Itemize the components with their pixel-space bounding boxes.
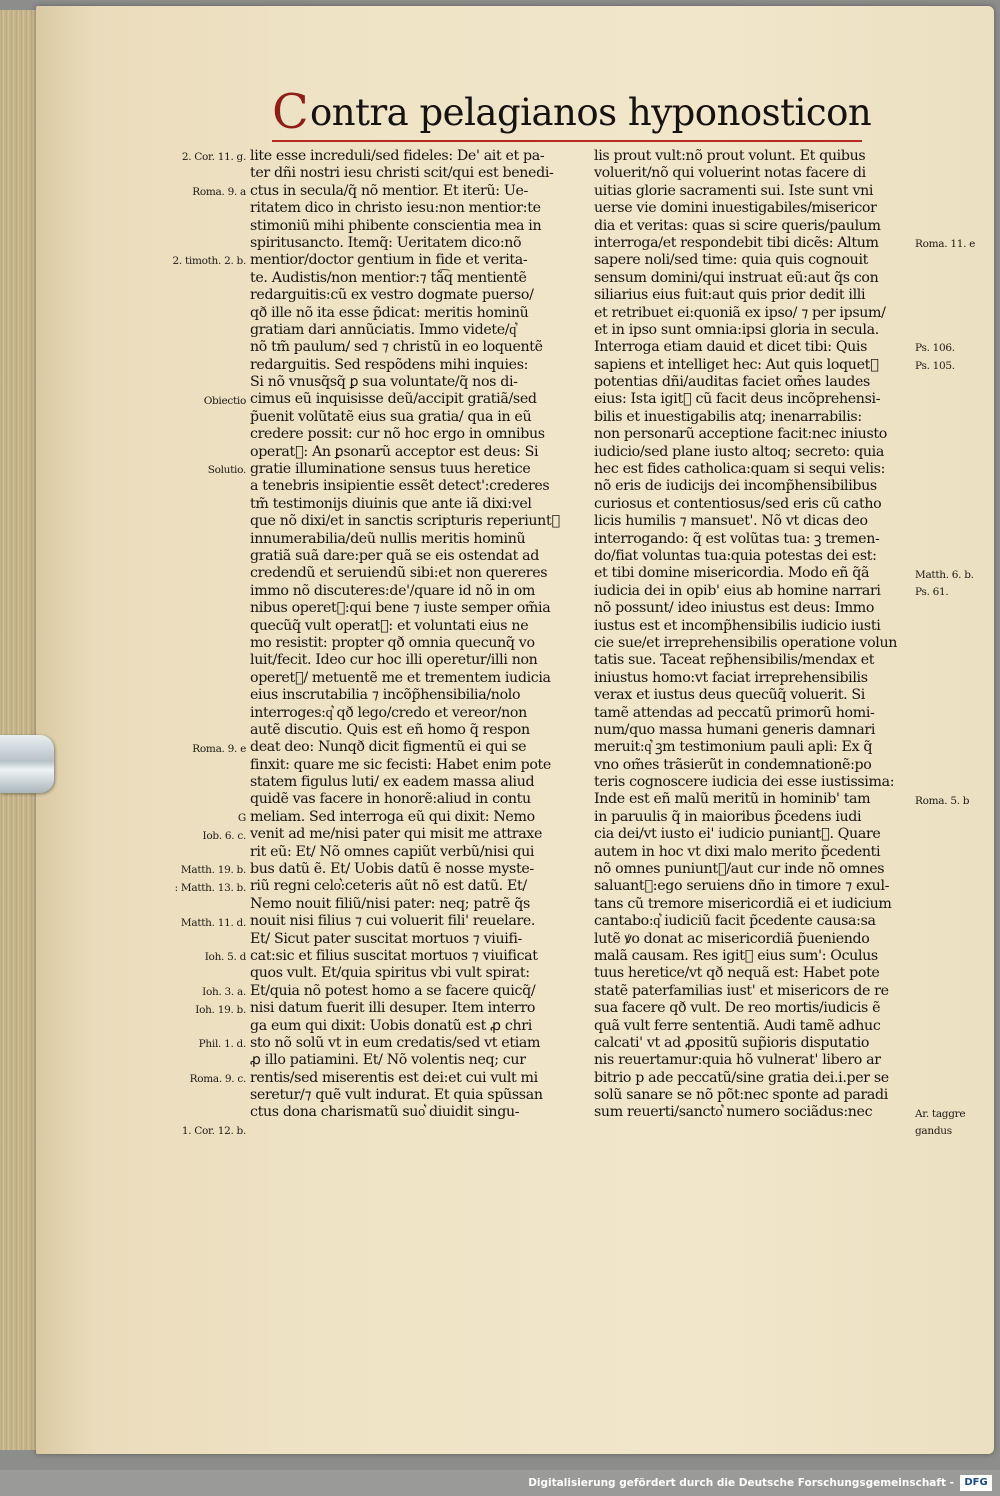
margin-reference: Phil. 1. d.: [198, 1038, 246, 1051]
text-line: mentior/doctor gentium in fide et verita-: [250, 252, 528, 269]
text-line: tamẽ attendas ad peccatũ primorũ homi-: [594, 704, 875, 721]
text-line: interroges:q͛ qð lego/credo et vereor/non: [250, 704, 527, 721]
text-line: et tibi domine misericordia. Modo eñ q̃ã: [594, 565, 870, 582]
text-line: lite esse increduli/sed fideles: De' ait et pa-: [250, 148, 545, 164]
text-line: sapere noli/sed time: quia quis cognouit: [594, 252, 868, 269]
text-line: quecũq̃ vult operat᷑: et voluntati eius ne: [250, 617, 529, 634]
text-line: verax et iustus deus quecũq̃ voluerit. Si: [594, 687, 865, 704]
text-line: cimus eũ inquisisse deũ/accipit gratiã/sed: [250, 391, 537, 408]
text-line: ritatem dico in christo iesu:non mentior:te: [250, 200, 541, 217]
text-line: iudicio/sed plane iusto altoq; secreto: quia: [594, 443, 884, 460]
text-line: te. Audistis/non mentior:⁊ tã͡q mentientẽ: [250, 269, 527, 286]
text-line: ter dñi nostri iesu christi scit/qui est benedi-: [250, 165, 554, 182]
text-line: credendũ et seruiendũ sibi:et non quereres: [250, 565, 548, 582]
text-line: eius: Ista igit᷑ cũ facit deus incõprehensi-: [594, 391, 881, 408]
text-line: tatis sue. Taceat rep̃hensibilis/mendax et: [594, 652, 875, 669]
text-line: cia dei/vt iusto ei' iudicio puniant᷑. Quare: [594, 826, 881, 843]
text-line: nisi datum fuerit illi desuper. Item interro: [250, 1000, 536, 1017]
margin-reference: Obiectio: [203, 394, 246, 407]
text-line: redarguitis. Sed respõdens mihi inquies:: [250, 356, 529, 373]
text-line: Inde est eñ malũ meritũ in hominib' tam: [594, 791, 871, 808]
text-line: p̃uenit volũtatẽ eius sua gratia/ qua in eũ: [250, 408, 532, 425]
text-line: solũ sanare se nõ põt:nec sponte ad paradi: [594, 1087, 888, 1104]
text-line: tuus heretice/vt qð nequã est: Habet pote: [594, 965, 880, 982]
text-line: Nemo nouit filiũ/nisi pater: neq; patrẽ q̃s: [250, 895, 530, 912]
text-line: stimoniũ mihi phibente conscientia mea in: [250, 217, 542, 234]
text-line: iustus est et incomp̃hensibilis iudicio iusti: [594, 617, 881, 634]
dfg-logo: DFG: [960, 1475, 992, 1491]
margin-reference: Solutio.: [207, 464, 246, 477]
margin-reference: Roma. 9. c.: [189, 1073, 246, 1086]
text-line: autẽ discutio. Quis est eñ homo q̃ respon: [250, 721, 530, 738]
page-clip: [0, 735, 54, 793]
text-line: cantabo:q͛ iudiciũ facit p̃cedente causa:sa: [594, 913, 876, 930]
text-line: quos vult. Et/quia spiritus vbi vult spirat:: [250, 965, 530, 982]
text-line: meliam. Sed interroga eũ qui dixit: Nemo: [250, 808, 535, 825]
text-line: riũ regni celo͛:ceteris aũt nõ est datũ. Et/: [250, 878, 527, 895]
text-line: nõ omnes puniunt᷑/aut cur inde nõ omnes: [594, 861, 885, 878]
margin-reference: Ar. taggre: [915, 1108, 966, 1120]
footer-bar: [0, 1470, 1000, 1496]
margin-reference: Ioh. 19. b.: [195, 1003, 246, 1016]
text-line: num/quo massa humani generis damnari: [594, 721, 876, 738]
text-line: a tenebris insipientie essẽt detect':crederes: [250, 478, 550, 495]
text-line: potentias dñi/auditas faciet om̃es laudes: [594, 374, 870, 391]
text-line: gratiã suã dare:per quã se eis ostendat ad: [250, 547, 539, 564]
text-line: uerse vie domini inuestigabiles/misericor: [594, 200, 877, 217]
text-line: Si nõ vnusq̃sq̃ ꝑ sua voluntate/q̃ nos di-: [250, 374, 518, 391]
text-line: malã causam. Res igit᷑ eius sum': Oculus: [594, 947, 878, 964]
margin-reference: Roma. 11. e: [915, 238, 976, 250]
header-initial: C: [272, 84, 309, 140]
margin-reference: G: [237, 812, 246, 825]
text-line: lis prout vult:nõ prout volunt. Et quibus: [594, 148, 866, 164]
text-line: bitrio p ade peccatũ/sine gratia dei.i.per se: [594, 1069, 889, 1086]
text-line: teris cognoscere iudicia dei esse iustissima:: [594, 774, 895, 791]
text-line: eius inscrutabilia ⁊ incõp̃hensibilia/nolo: [250, 687, 521, 704]
text-line: qð ille nõ ita esse p̃dicat: meritis hominũ: [250, 304, 529, 321]
running-header: [272, 82, 872, 142]
text-line: voluerit/nõ qui voluerint notas facere di: [594, 165, 866, 182]
text-line: iniustus homo:vt faciat irreprehensibilis: [594, 669, 868, 686]
margin-reference: Matth. 11. d.: [180, 916, 246, 929]
text-line: redarguitis:cũ ex vestro dogmate puerso/: [250, 287, 534, 304]
header-rule: [272, 140, 862, 142]
margin-reference: 1. Cor. 12. b.: [181, 1125, 246, 1138]
text-line: cie sue/et irreprehensibilis operatione volun: [594, 634, 898, 651]
right-text-column: [594, 148, 897, 1122]
text-line: statem figulus luti/ ex eadem massa aliud: [250, 774, 535, 791]
left-text-column: [250, 148, 560, 1122]
footer-credit: Digitalisierung gefördert durch die Deutsche Forschungsgemeinschaft -: [528, 1477, 954, 1489]
text-line: credere possit: cur nõ hoc ergo in omnibus: [250, 426, 545, 443]
text-line: meruit:q͛ ꝫm testimonium pauli apli: Ex q̃: [594, 739, 873, 756]
margin-reference: 2. timoth. 2. b.: [172, 255, 246, 268]
text-line: sum reuerti/sancto͛ numero sociãdus:nec: [594, 1104, 873, 1121]
margin-reference: Iob. 6. c.: [202, 829, 246, 842]
text-line: non personarũ acceptione facit:nec iniusto: [594, 426, 887, 443]
text-line: iudicia dei in opib' eius ab homine narrari: [594, 582, 881, 599]
text-line: tans cũ tremore misericordiã ei et iudicium: [594, 895, 892, 912]
text-line: sapiens et intelliget hec: Aut quis loquet᷑: [594, 356, 879, 373]
text-line: nis reuertamur:quia hõ vulnerat' libero ar: [594, 1052, 881, 1069]
text-line: rit eũ: Et/ Nõ omnes capiũt verbũ/nisi qui: [250, 843, 535, 860]
text-line: operat᷑: An ꝑsonarũ acceptor est deus: Si: [250, 443, 539, 460]
text-line: innumerabilia/deũ nullis meritis hominũ: [250, 530, 526, 547]
text-line: ꝓ illo patiamini. Et/ Nõ volentis neq; cur: [250, 1052, 526, 1069]
text-line: deat deo: Nunqð dicit figmentũ ei qui se: [250, 739, 527, 756]
text-line: calcati' vt ad ꝓpositũ sup̃ioris disputatio: [594, 1034, 870, 1051]
text-line: gratie illuminatione sensus tuus heretice: [250, 461, 531, 478]
text-line: nouit nisi filius ⁊ cui voluerit fili' reuelare.: [250, 913, 536, 930]
text-line: siliarius eius fuit:aut quis prior dedit illi: [594, 287, 866, 304]
margin-reference: Ps. 61.: [915, 586, 949, 598]
text-line: Et/ Sicut pater suscitat mortuos ⁊ viuifi-: [250, 930, 523, 947]
text-line: quã vult ferre sententiã. Audi tamẽ adhuc: [594, 1017, 881, 1034]
margin-reference: Matth. 6. b.: [915, 568, 974, 581]
text-line: sua facere qð vult. De reo mortis/iudicis ẽ: [594, 1000, 881, 1017]
text-line: Interroga etiam dauid et dicet tibi: Quis: [594, 339, 868, 356]
text-line: que nõ dixi/et in sanctis scripturis reperiunt᷑: [250, 513, 560, 530]
text-line: cat:sic et filius suscitat mortuos ⁊ viuificat: [250, 947, 538, 964]
text-line: nõ possunt/ ideo iniustus est deus: Immo: [594, 600, 875, 617]
margin-reference: Roma. 9. a: [192, 185, 246, 198]
text-line: sensum domini/qui instruat eũ:aut q̃s con: [594, 269, 879, 286]
text-line: nibus operet᷑:qui bene ⁊ iuste semper om̃ia: [250, 600, 551, 617]
text-line: tm̃ testimonijs diuinis que ante iã dixi:vel: [250, 495, 532, 512]
margin-reference: Ps. 106.: [915, 342, 955, 355]
text-line: bus datũ ẽ. Et/ Uobis datũ ẽ nosse myste-: [250, 861, 534, 878]
text-line: statẽ paterfamilias iust' et misericors de re: [594, 982, 889, 999]
text-line: ctus in secula/q̃ nõ mentior. Et iterũ: Ue-: [250, 182, 528, 199]
text-line: quidẽ vas facere in honorẽ:aliud in contu: [250, 791, 531, 808]
margin-reference: Roma. 5. b: [915, 794, 970, 807]
text-line: Et/quia nõ potest homo a se facere quicq̃/: [250, 982, 536, 999]
text-line: et in ipso sunt omnia:ipsi gloria in secula.: [594, 321, 879, 338]
text-line: nõ tm̃ paulum/ sed ⁊ christũ in eo loquentẽ: [250, 339, 543, 356]
header-title: ontra pelagianos hyponosticon: [310, 91, 872, 134]
text-line: gratiam dari annũciatis. Immo videte/q͛: [250, 321, 516, 338]
text-line: spiritusancto. Itemq̃: Ueritatem dico:nõ: [250, 234, 522, 251]
text-line: nõ eris de iudicijs dei incomp̃hensibilibus: [594, 478, 877, 495]
text-line: venit ad me/nisi pater qui misit me attraxe: [250, 826, 543, 843]
text-line: licis humilis ⁊ mansuet'. Nõ vt dicas deo: [594, 513, 868, 530]
text-line: saluant᷑:ego seruiens dño in timore ⁊ exul-: [594, 878, 890, 895]
margin-reference: Ioh. 5. d: [204, 951, 246, 964]
text-line: uitias glorie sacramenti sui. Iste sunt vni: [594, 182, 874, 199]
text-line: immo nõ discuteres:de'/quare id nõ in om: [250, 582, 536, 599]
text-line: interrogando: q̃ est volũtas tua: ꝫ tremen-: [594, 530, 880, 547]
text-line: sto nõ solũ vt in eum credatis/sed vt etiam: [250, 1034, 541, 1051]
text-line: dia et veritas: quas si scire queris/paulum: [594, 217, 881, 234]
margin-reference: Ps. 105.: [915, 359, 955, 372]
text-line: hec est fides catholica:quam si sequi velis:: [594, 461, 886, 478]
text-line: ga eum qui dixit: Uobis donatũ est ꝓ chri: [250, 1017, 532, 1034]
margin-reference: 2. Cor. 11. g.: [181, 151, 246, 163]
text-line: vno om̃es trãsierũt in condemnationẽ:po: [594, 756, 872, 773]
text-line: lutẽ ꝟo donat ac misericordiã p̃ueniendo: [594, 930, 870, 947]
margin-reference: Roma. 9. e: [192, 742, 246, 755]
margin-reference: gandus: [915, 1125, 952, 1138]
text-line: mo resistit: propter qð omnia quecunq̃ vo: [250, 634, 535, 651]
text-line: operet᷑/ metuentẽ me et trementem iudicia: [250, 669, 551, 686]
text-line: rentis/sed miserentis est dei:et cui vult mi: [250, 1069, 538, 1086]
text-line: curiosus et contentiosus/sed eris cũ catho: [594, 495, 882, 512]
text-line: autem in hoc vt dixi malo merito p̃cedenti: [594, 843, 881, 860]
text-line: et retribuet ei:quoniã ex ipso/ ⁊ per ipsum/: [594, 304, 886, 321]
text-line: do/fiat voluntas tua:quia potestas dei est:: [594, 547, 877, 564]
text-line: interroga/et respondebit tibi dicẽs: Altum: [594, 234, 879, 251]
text-line: in paruulis q̃ in maioribus p̃cedens iudi: [594, 808, 862, 825]
text-line: finxit: quare me sic fecisti: Habet enim pote: [250, 756, 551, 773]
text-line: ctus dona charismatũ suo͛ diuidit singu-: [250, 1104, 520, 1121]
text-line: luit/fecit. Ideo cur hoc illi operetur/illi non: [250, 652, 538, 669]
margin-reference: : Matth. 13. b.: [174, 881, 246, 894]
text-line: seretur/⁊ quẽ vult indurat. Et quia spũssan: [250, 1087, 543, 1104]
margin-reference: Ioh. 3. a.: [202, 986, 246, 999]
text-line: bilis et inuestigabilis atq; inenarrabilis:: [594, 408, 862, 425]
margin-reference: Matth. 19. b.: [180, 864, 246, 877]
